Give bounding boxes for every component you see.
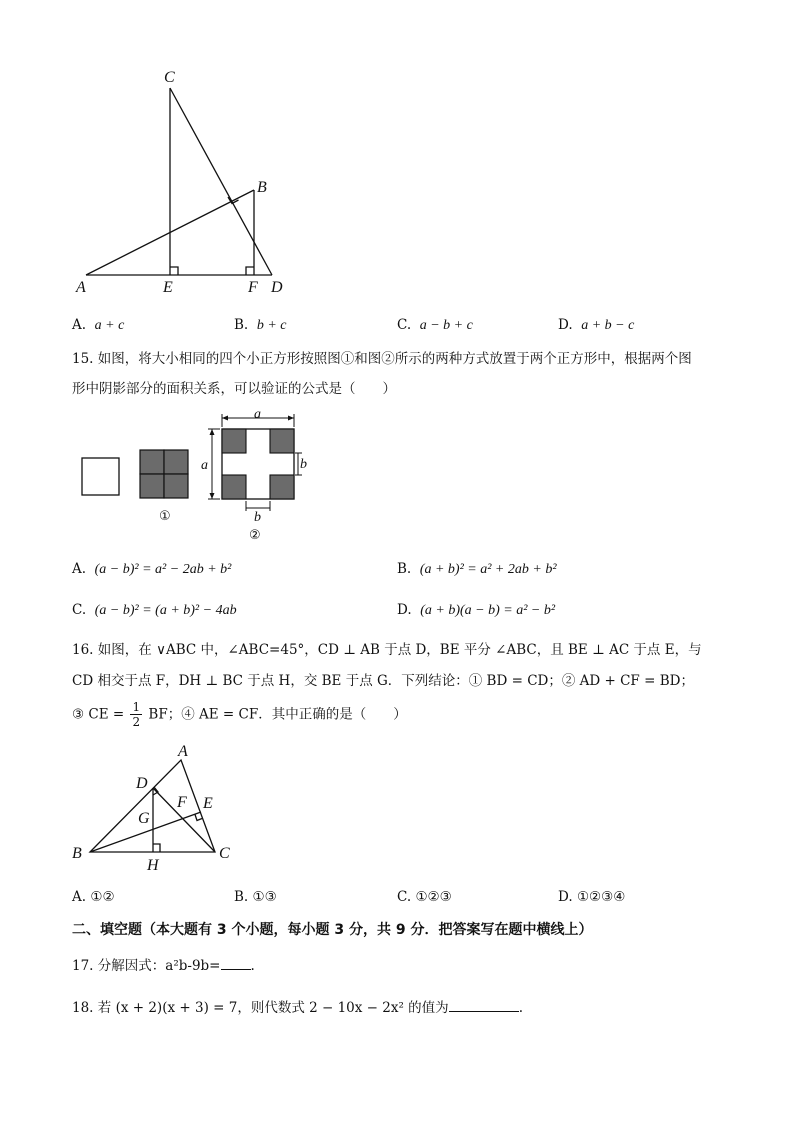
- label-fig1: ①: [159, 509, 171, 524]
- q15-option-c[interactable]: [72, 602, 237, 619]
- figure-q15-svg: [74, 410, 324, 545]
- option-expr: (a + b)² = a² + 2ab + b²: [419, 562, 557, 577]
- q15-stem-line1: [72, 349, 692, 369]
- q16-text-3b: BF；④ AE = CF．其中正确的是（ ）: [148, 706, 407, 723]
- label-F: F: [248, 279, 258, 296]
- label-D: D: [271, 279, 283, 296]
- label-B: B: [257, 179, 267, 196]
- label-A: A: [178, 743, 188, 760]
- label-A: A: [76, 279, 86, 296]
- option-letter: B.: [234, 317, 249, 333]
- option-letter: D.: [397, 602, 412, 618]
- empty-square: [82, 458, 119, 495]
- q14-option-c[interactable]: [397, 317, 473, 334]
- option-letter: D.: [558, 317, 573, 333]
- fraction-one-half: [130, 700, 142, 729]
- option-letter: C.: [397, 317, 412, 333]
- fraction-denominator: 2: [132, 715, 141, 729]
- option-letter: C.: [72, 602, 87, 618]
- q15-stem-line2: [72, 379, 396, 399]
- q15-option-b[interactable]: [397, 561, 557, 578]
- option-letter: C.: [397, 889, 412, 905]
- question-number: 15.: [72, 351, 94, 367]
- figure-q16: [68, 740, 248, 875]
- label-F: F: [177, 794, 187, 811]
- q18: [72, 998, 523, 1018]
- q14-option-b[interactable]: [234, 317, 286, 334]
- q14-option-d[interactable]: [558, 317, 634, 334]
- question-number: 16.: [72, 642, 94, 658]
- q14-option-a[interactable]: [72, 317, 124, 334]
- label-b-bottom: b: [254, 510, 261, 525]
- figure-q15: [74, 410, 324, 545]
- option-expr: (a − b)² = a² − 2ab + b²: [94, 562, 232, 577]
- label-E: E: [203, 795, 213, 812]
- right-angle-H: [153, 844, 160, 852]
- option-letter: B.: [397, 561, 412, 577]
- q16-option-d[interactable]: [558, 889, 625, 905]
- option-expr: ①②③: [415, 889, 452, 905]
- section-2-heading: 二、填空题（本大题有 3 个小题，每小题 3 分，共 9 分．把答案写在题中横线上）: [72, 922, 593, 938]
- fraction-numerator: 1: [132, 700, 141, 714]
- label-D: D: [136, 775, 148, 792]
- q16-text-2: CD 相交于点 F，DH ⊥ BC 于点 H，交 BE 于点 G．下列结论：① BD = CD；② AD + CF = BD；: [72, 673, 694, 689]
- q18-text: 若 (x + 2)(x + 3) = 7，则代数式 2 − 10x − 2x² 的值为: [97, 1000, 449, 1016]
- q16-text-1: 如图，在 ∨ABC 中，∠ABC=45°，CD ⊥ AB 于点 D，BE 平分 ∠ABC，且 BE ⊥ AC 于点 E，与: [97, 642, 702, 658]
- figure-q14-svg: [70, 60, 300, 300]
- label-C: C: [219, 845, 230, 862]
- label-b-right: b: [300, 457, 307, 472]
- figure-q16-svg: [68, 740, 248, 875]
- label-fig2: ②: [249, 528, 261, 543]
- q16-stem-line2: [72, 671, 694, 691]
- q15-option-d[interactable]: [397, 602, 555, 619]
- option-expr: a + b − c: [581, 318, 635, 333]
- option-letter: B.: [234, 889, 249, 905]
- q16-option-a[interactable]: [72, 889, 115, 905]
- q17-answer-blank[interactable]: [221, 969, 251, 970]
- label-E: E: [163, 279, 173, 296]
- q18-end: .: [518, 1000, 523, 1016]
- question-number: 17.: [72, 958, 94, 974]
- q17: [72, 956, 255, 976]
- label-B: B: [72, 845, 82, 862]
- right-angle-E: [170, 267, 178, 275]
- right-angle-F: [246, 267, 254, 275]
- option-letter: A.: [72, 889, 87, 905]
- question-number: 18.: [72, 1000, 94, 1016]
- option-letter: A.: [72, 561, 87, 577]
- label-C: C: [164, 69, 175, 86]
- q15-text-2: 形中阴影部分的面积关系，可以验证的公式是（ ）: [72, 381, 396, 397]
- label-H: H: [147, 857, 159, 874]
- q16-stem-line3: [72, 700, 407, 734]
- option-expr: ①②③④: [576, 889, 626, 905]
- option-expr: a + c: [94, 318, 125, 333]
- q18-answer-blank[interactable]: [449, 1011, 519, 1012]
- figure-q14: [70, 60, 300, 300]
- label-a-top: a: [254, 410, 261, 422]
- option-expr: (a − b)² = (a + b)² − 4ab: [94, 603, 237, 618]
- q16-text-3a: ③ CE =: [72, 706, 125, 723]
- option-expr: ①②: [90, 889, 115, 905]
- option-letter: A.: [72, 317, 87, 333]
- q16-option-b[interactable]: [234, 889, 277, 905]
- q17-end: .: [250, 958, 255, 974]
- option-expr: a − b + c: [419, 318, 473, 333]
- option-expr: b + c: [256, 318, 287, 333]
- q17-text: 分解因式：a²b-9b=: [97, 958, 221, 974]
- q15-option-a[interactable]: [72, 561, 231, 578]
- label-G: G: [138, 810, 150, 827]
- q16-stem-line1: [72, 640, 702, 660]
- q16-option-c[interactable]: [397, 889, 452, 905]
- option-expr: (a + b)(a − b) = a² − b²: [420, 603, 556, 618]
- option-expr: ①③: [252, 889, 277, 905]
- label-a-left: a: [201, 458, 208, 473]
- four-squares-grid: [140, 450, 188, 498]
- option-letter: D.: [558, 889, 573, 905]
- q15-text-1: 如图，将大小相同的四个小正方形按照图①和图②所示的两种方式放置于两个正方形中，根据两个图: [97, 351, 692, 367]
